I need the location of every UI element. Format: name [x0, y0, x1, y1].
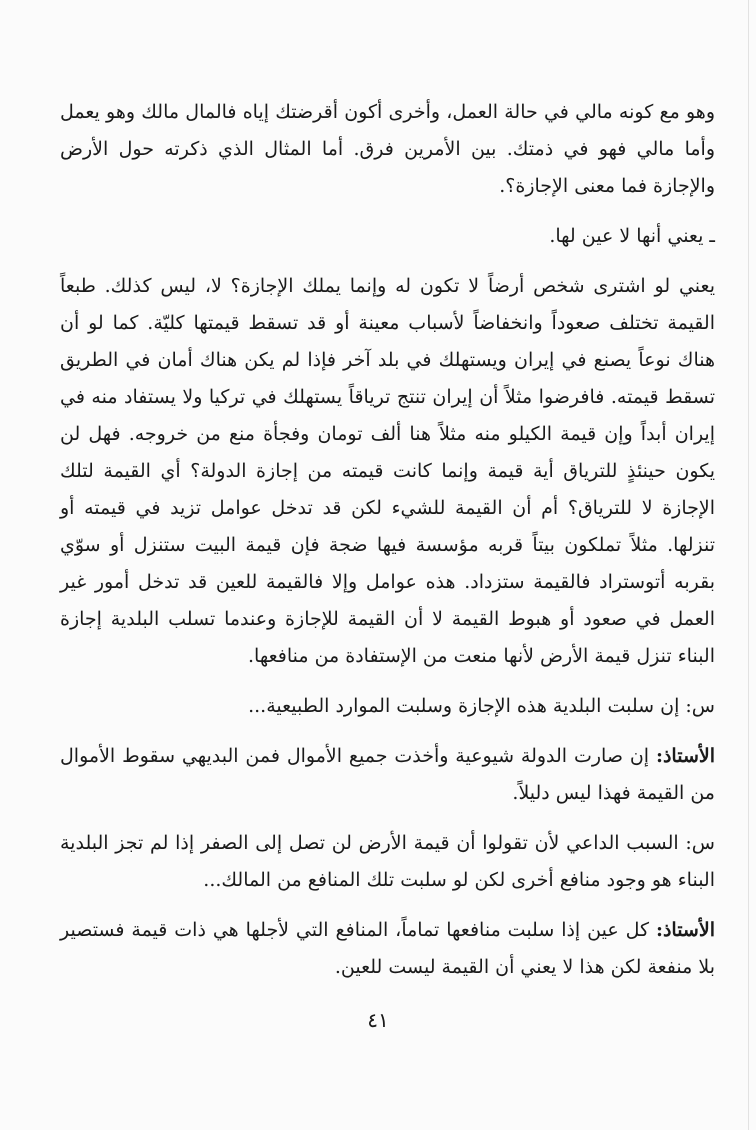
paragraph-text: إن صارت الدولة شيوعية وأخذت جميع الأموال فمن البديهي سقوط الأموال من القيمة فهذا ليس دليلاً. [60, 745, 715, 804]
paragraph-2 [60, 218, 715, 255]
paragraph-text: وهو مع كونه مالي في حالة العمل، وأخرى أكون أقرضتك إياه فالمال مالك وهو يعمل وأما مالي فهو في ذمتك. بين الأمرين فرق. أما المثال الذي ذكرته حول الأرض والإجازة فما معنى الإجازة؟. [60, 101, 715, 197]
paragraph-text: س: السبب الداعي لأن تقولوا أن قيمة الأرض لن تصل إلى الصفر إذا لم تجز البلدية البناء هو وجود منافع أخرى لكن لو سلبت تلك المنافع من المالك... [60, 832, 715, 891]
paragraph-text: كل عين إذا سلبت منافعها تماماً، المنافع التي لأجلها هي ذات قيمة فستصير بلا منفعة لكن هذا لا يعني أن القيمة ليست للعين. [60, 919, 715, 978]
paragraph-3 [60, 268, 715, 675]
speaker-label: الأستاذ: [655, 919, 715, 941]
speaker-label: الأستاذ: [655, 745, 715, 767]
question-1 [60, 688, 715, 725]
page-number: ٤١ [367, 1008, 389, 1032]
body-text [60, 94, 715, 999]
question-2 [60, 825, 715, 899]
answer-1 [60, 738, 715, 812]
answer-2 [60, 912, 715, 986]
paragraph-text: ـ يعني أنها لا عين لها. [549, 225, 715, 247]
paragraph-text: س: إن سلبت البلدية هذه الإجازة وسلبت الموارد الطبيعية... [248, 695, 715, 717]
paragraph-1 [60, 94, 715, 205]
page-edge-divider [748, 0, 749, 1130]
paragraph-text: يعني لو اشترى شخص أرضاً لا تكون له وإنما يملك الإجازة؟ لا، ليس كذلك. طبعاً القيمة تختلف صعوداً وانخفاضاً لأسباب معينة أو قد تسقط قيمتها كليّة. كما لو أن هناك نوعاً يصنع في إيران ويستهلك في بلد آخر فإذا لم يكن هناك أمان في الطريق تسقط قيمته. فافرضوا مثلاً أن إيران تنتج ترياقاً يستهلك في تركيا ولا يستفاد منه في إيران أبداً وإن قيمة الكيلو منه مثلاً هنا ألف تومان وفجأة منع من خروجه. فهل لن يكون حينئذٍ للترياق أية قيمة وإنما كانت قيمته من إجازة الدولة؟ أي القيمة لتلك الإجازة لا للترياق؟ أم أن القيمة للشيء لكن قد تدخل عوامل تزيد في قيمته أو تنزلها. مثلاً تملكون بيتاً قربه مؤسسة فيها ضجة فإن قيمة البيت ستنزل أو سوّي بقربه أتوستراد فالقيمة ستزداد. هذه عوامل وإلا فالقيمة للعين قد تدخل أمور غير العمل في صعود أو هبوط القيمة لا أن القيمة للإجازة وعندما تسلب البلدية إجازة البناء تنزل قيمة الأرض لأنها منعت من الإستفادة من منافعها. [60, 275, 715, 667]
